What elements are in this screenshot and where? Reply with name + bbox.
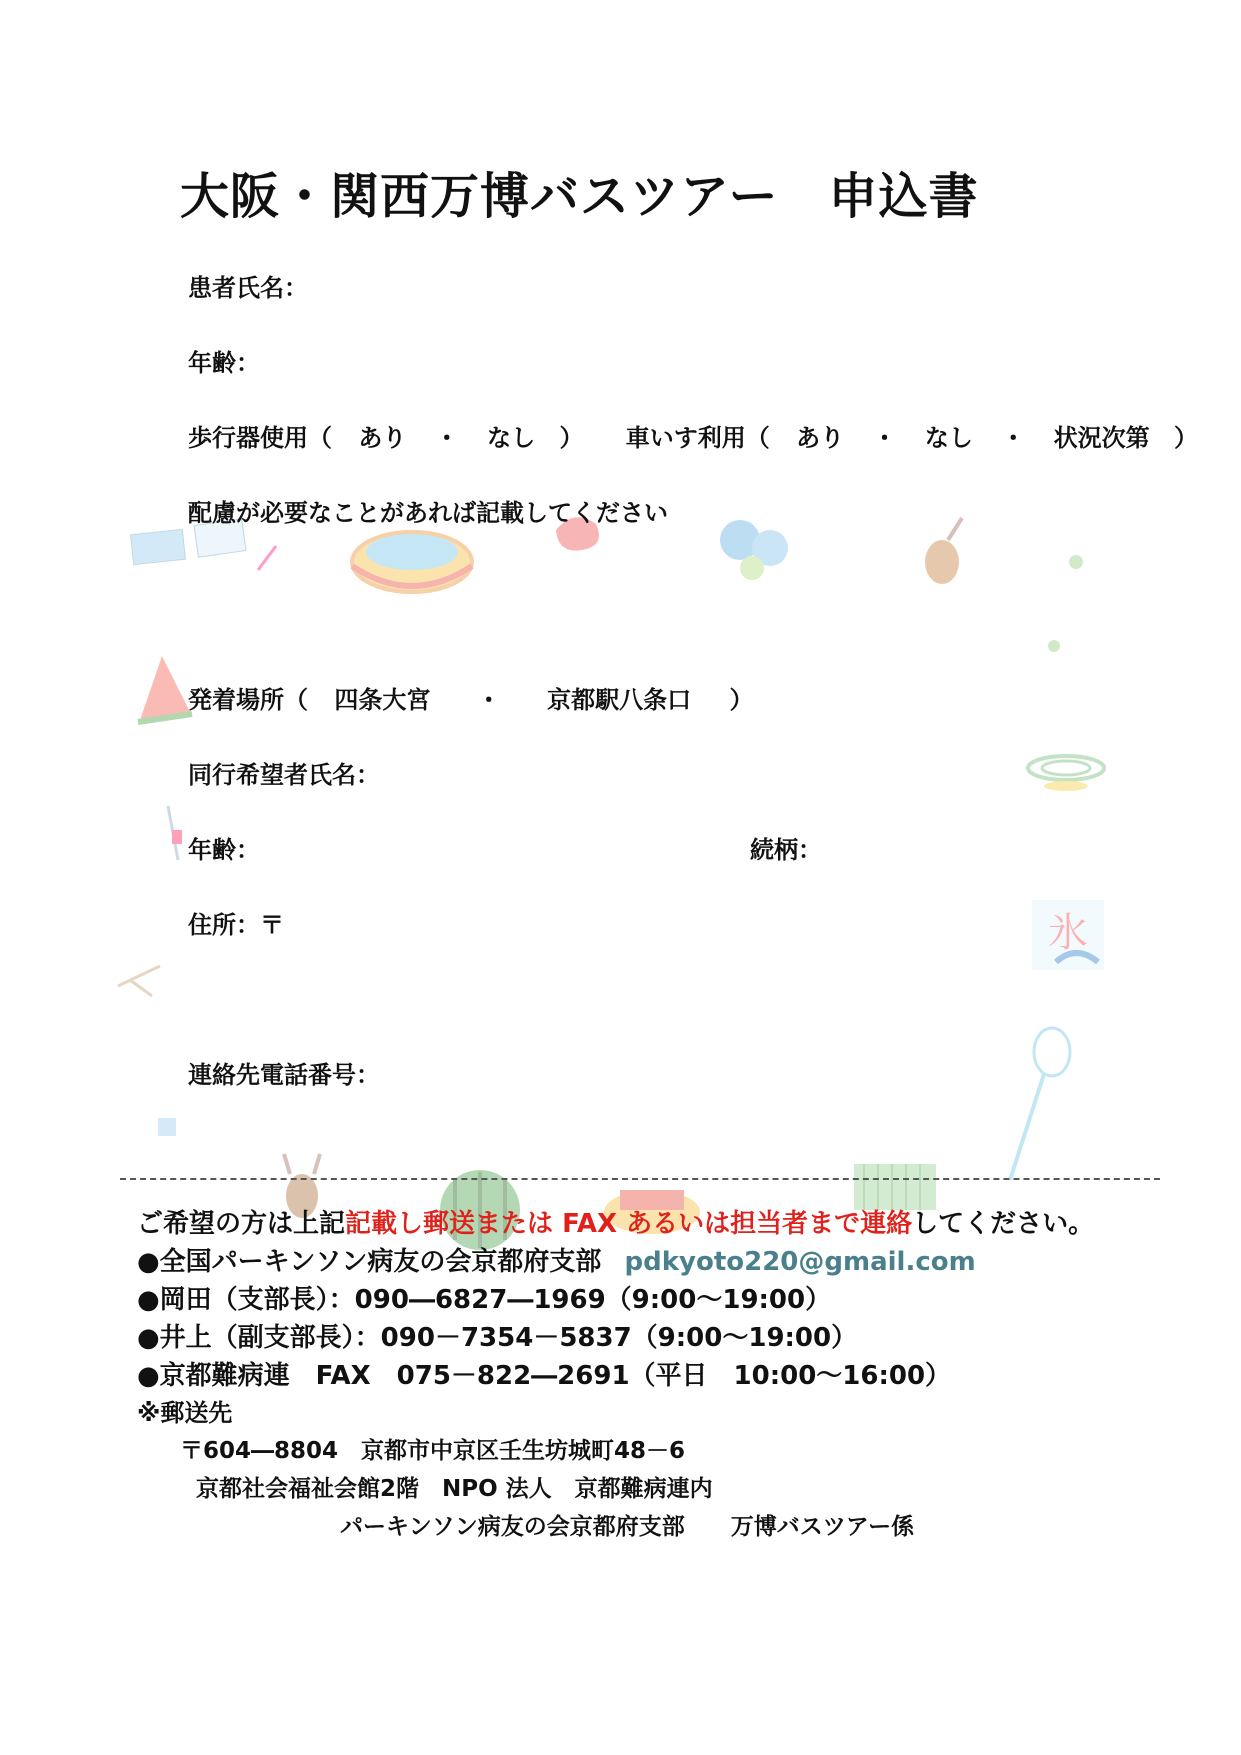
wheelchair-option-depends[interactable]: 状況次第 [1053,424,1150,452]
ice-flag-icon [1032,900,1104,970]
wheelchair-option-yes[interactable]: あり [796,424,845,452]
bug-net-icon [1010,1028,1070,1180]
wheelchair-option-no[interactable]: なし [924,424,973,452]
wind-chime-icon [168,806,182,860]
mosquito-coil-icon [1028,756,1104,791]
walker-option-no[interactable]: なし [487,424,536,452]
organization-name: ●全国パーキンソン病友の会京都府支部 [137,1247,602,1277]
mail-address-line-1: 〒604―8804 京都市中京区壬生坊城町48－6 [180,1438,686,1464]
beetle-icon [925,518,962,584]
wheelchair-label: 車いす利用（ [625,424,770,452]
patient-age-label: 年齢： [188,349,260,377]
patient-name-label: 患者氏名： [188,274,308,302]
wheelchair-separator-1: ・ [872,424,897,452]
wheelchair-close: ） [1173,424,1198,452]
address-label: 住所：〒 [188,911,284,939]
twig-icon [118,966,160,996]
organization-line [137,1241,976,1278]
contact-inoue: ●井上（副支部長）：090－7354－5837（9:00～19:00） [137,1323,858,1353]
square-confetti-icon [158,1118,176,1136]
instruction-text-post: してください。 [912,1209,1095,1239]
departure-option-shijo-omiya[interactable]: 四条大宮 [334,686,431,714]
walker-label: 歩行器使用（ [188,424,332,452]
instruction-text-pre: ご希望の方は上記 [137,1209,346,1239]
page-title: 大阪・関西万博バスツアー 申込書 [180,168,979,225]
mail-address-line-3: パーキンソン病友の会京都府支部 万博バスツアー係 [340,1514,915,1540]
svg-text:氷: 氷 [1048,910,1088,956]
leaf-dot-icon [1069,555,1083,569]
instruction-highlight: 記載し郵送または FAX あるいは担当者まで連絡 [345,1209,913,1239]
watermelon-slice-icon [138,656,192,722]
paddling-pool-icon [352,532,472,592]
departure-separator: ・ [476,686,501,714]
mobility-aid-row [188,418,1198,453]
mail-heading: ※郵送先 [137,1399,233,1427]
departure-label: 発着場所（ [188,686,308,714]
walker-separator: ・ [434,424,459,452]
departure-row [188,680,753,715]
contact-fax: ●京都難病連 FAX 075－822―2691（平日 10:00～16:00） [137,1361,952,1391]
departure-option-kyoto-station[interactable]: 京都駅八条口 [547,686,692,714]
walker-close: ） [559,424,584,452]
departure-close: ） [729,686,754,714]
instruction-line [137,1203,1094,1240]
leaf-dot-icon [1048,640,1060,652]
companion-name-label: 同行希望者氏名： [188,761,380,789]
email-link[interactable]: pdkyoto220@gmail.com [624,1247,976,1277]
walker-option-yes[interactable]: あり [358,424,407,452]
wheelchair-separator-2: ・ [1001,424,1026,452]
contact-okada: ●岡田（支部長）：090―6827―1969（9:00～19:00） [137,1285,832,1315]
consideration-label: 配慮が必要なことがあれば記載してください [188,499,668,527]
relationship-label: 続柄： [750,836,822,864]
companion-age-label: 年齢： [188,836,260,864]
hydrangea-icon [720,520,788,580]
phone-label: 連絡先電話番号： [188,1061,380,1089]
cut-line-divider [120,1178,1160,1180]
mail-address-line-2: 京都社会福祉会館2階 NPO 法人 京都難病連内 [196,1476,713,1502]
